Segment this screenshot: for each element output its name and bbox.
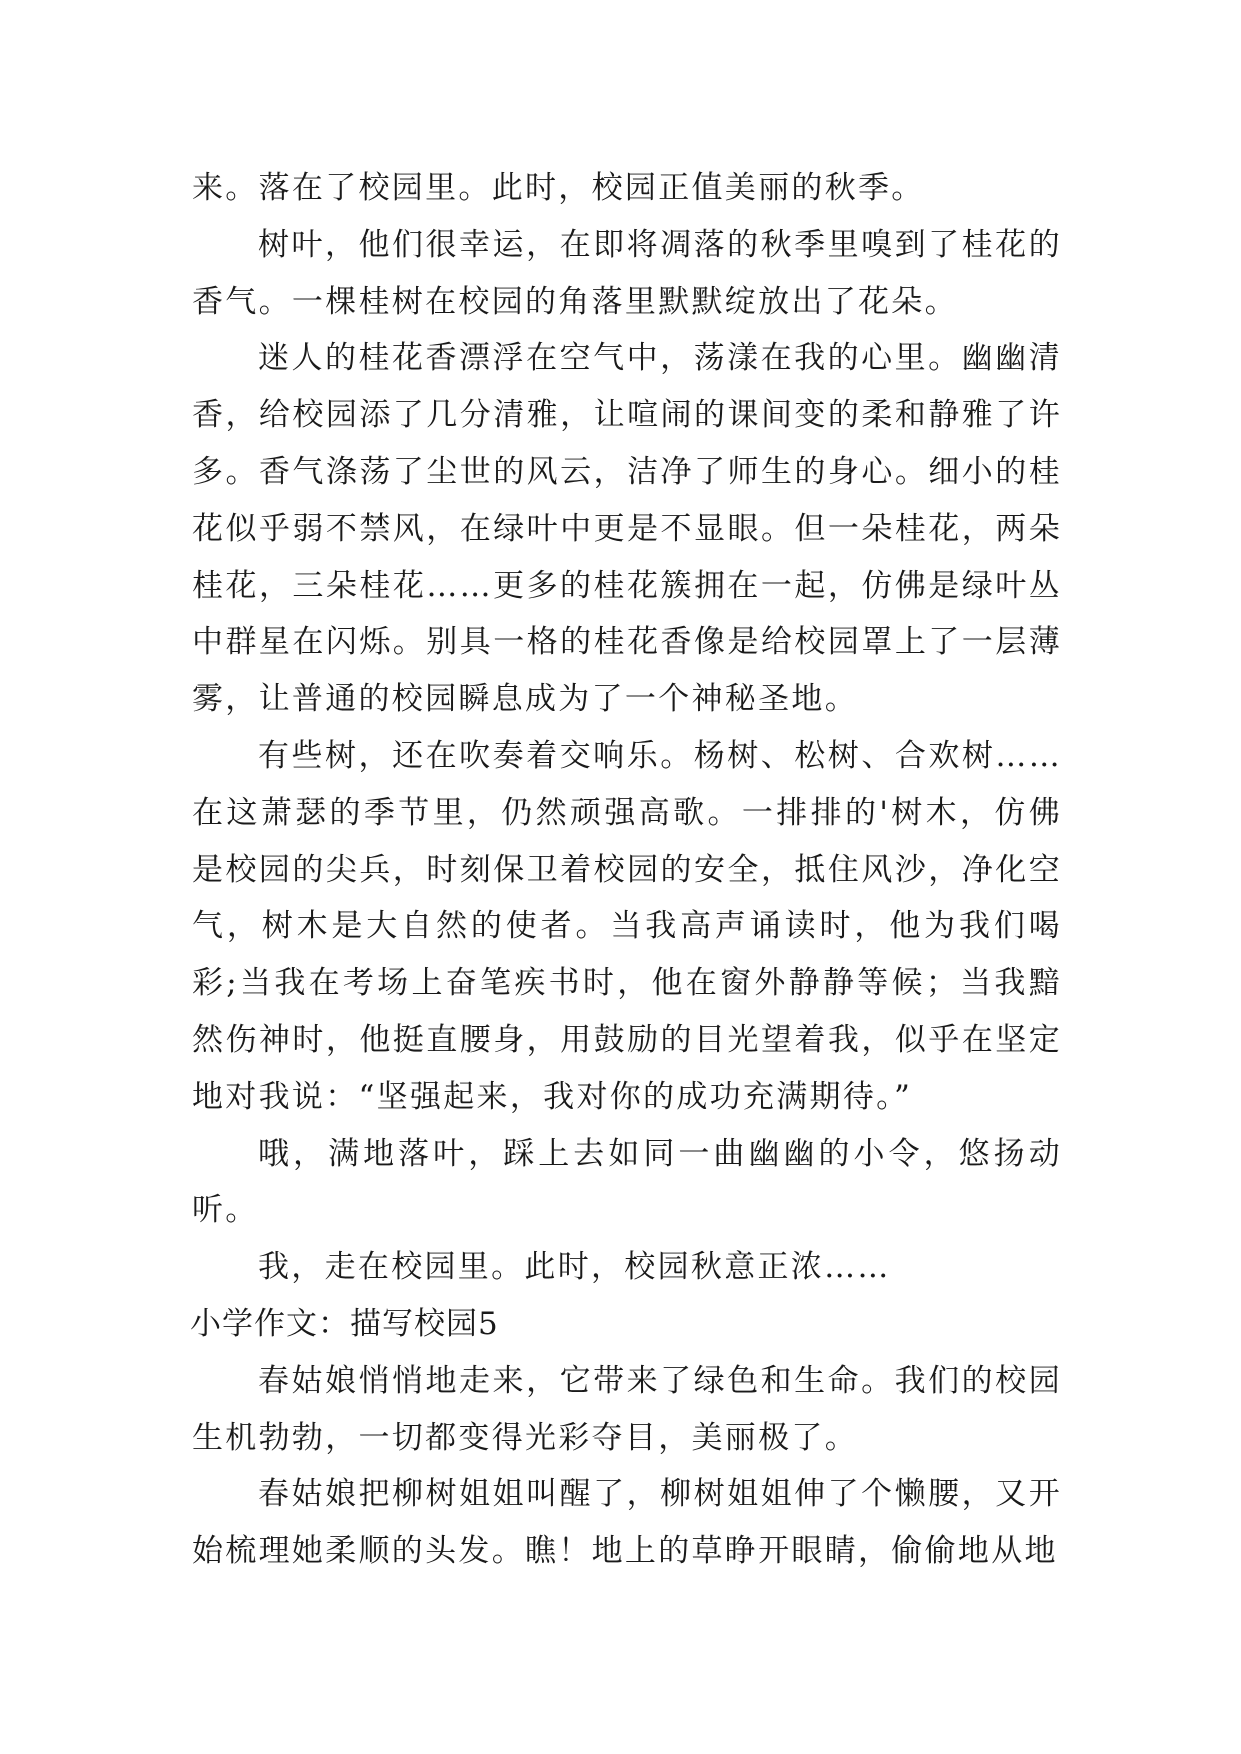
paragraph: 有些树，还在吹奏着交响乐。杨树、松树、合欢树……在这萧瑟的季节里，仍然顽强高歌。一排排的'树木，仿佛是校园的尖兵，时刻保卫着校园的安全，抵住风沙，净化空气，树木是大自然的使者。当我高声诵读时，他为我们喝彩;当我在考场上奋笔疾书时，他在窗外静静等候；当我黯然伤神时，他挺直腰身，用鼓励的目光望着我，似乎在坚定地对我说：“坚强起来，我对你的成功充满期待。” — [192, 737, 1062, 1115]
section-heading: 小学作文：描写校园5 — [190, 1305, 499, 1342]
article-body — [192, 160, 1062, 1580]
paragraph: 哦，满地落叶，踩上去如同一曲幽幽的小令，悠扬动听。 — [192, 1135, 1062, 1229]
paragraph: 春姑娘悄悄地走来，它带来了绿色和生命。我们的校园生机勃勃，一切都变得光彩夺目，美丽极了。 — [192, 1362, 1062, 1456]
paragraph: 我，走在校园里。此时，校园秋意正浓…… — [258, 1249, 891, 1286]
paragraph: 来。落在了校园里。此时，校园正值美丽的秋季。 — [192, 170, 925, 206]
paragraph: 树叶，他们很幸运，在即将凋落的秋季里嗅到了桂花的香气。一棵桂树在校园的角落里默默绽放出了花朵。 — [192, 226, 1062, 320]
paragraph: 迷人的桂花香漂浮在空气中，荡漾在我的心里。幽幽清香，给校园添了几分清雅，让喧闹的课间变的柔和静雅了许多。香气涤荡了尘世的风云，洁净了师生的身心。细小的桂花似乎弱不禁风，在绿叶中更是不显眼。但一朵桂花，两朵桂花，三朵桂花……更多的桂花簇拥在一起，仿佛是绿叶丛中群星在闪烁。别具一格的桂花香像是给校园罩上了一层薄雾，让普通的校园瞬息成为了一个神秘圣地。 — [192, 340, 1062, 718]
paragraph: 春姑娘把柳树姐姐叫醒了，柳树姐姐伸了个懒腰，又开始梳理她柔顺的头发。瞧！地上的草睁开眼睛，偷偷地从地 — [192, 1476, 1062, 1570]
